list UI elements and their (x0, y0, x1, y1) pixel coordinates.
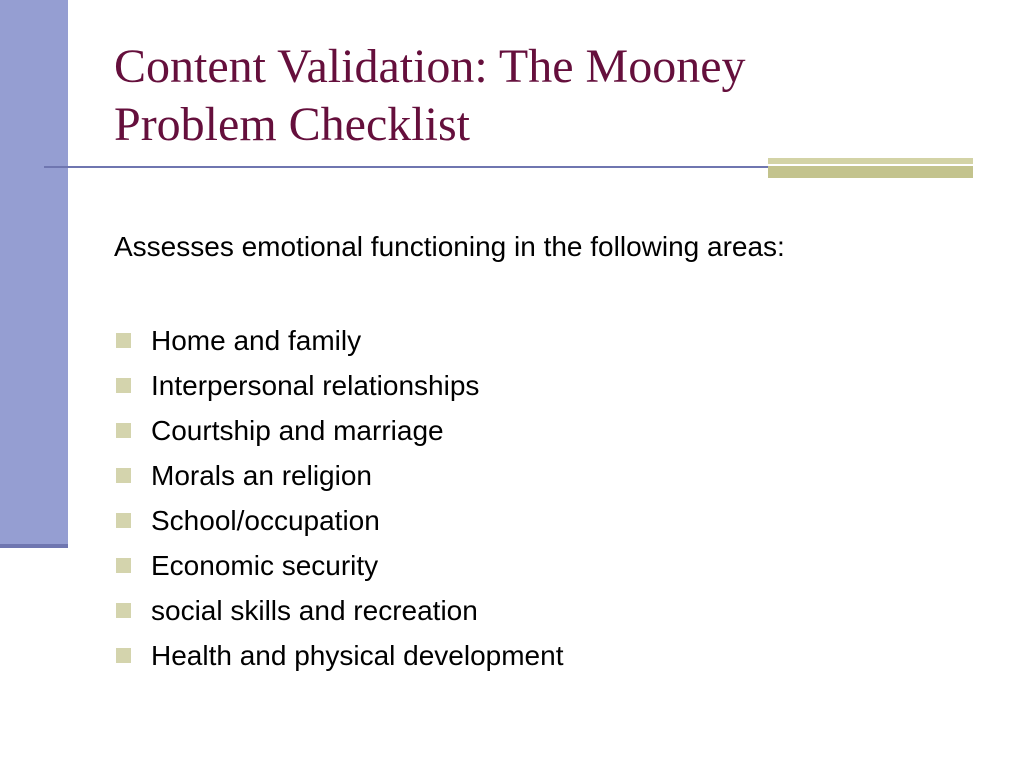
slide-title-line-1: Content Validation: The Mooney (114, 40, 746, 93)
square-bullet-icon (116, 333, 131, 348)
bullet-text: Courtship and marriage (151, 414, 444, 446)
bullet-text: School/occupation (151, 504, 380, 536)
bullet-text: Morals an religion (151, 459, 372, 491)
bullet-item (114, 588, 563, 633)
square-bullet-icon (116, 558, 131, 573)
bullet-text: social skills and recreation (151, 594, 478, 626)
bullet-item (114, 453, 563, 498)
square-bullet-icon (116, 423, 131, 438)
bullet-item (114, 543, 563, 588)
square-bullet-icon (116, 513, 131, 528)
bullet-text: Health and physical development (151, 639, 564, 671)
bullet-list (114, 318, 563, 678)
bullet-item (114, 363, 563, 408)
square-bullet-icon (116, 468, 131, 483)
square-bullet-icon (116, 378, 131, 393)
accent-bar-decoration (768, 158, 973, 178)
square-bullet-icon (116, 603, 131, 618)
bullet-text: Home and family (151, 324, 362, 356)
bullet-text: Economic security (151, 549, 379, 581)
square-bullet-icon (116, 648, 131, 663)
left-sidebar-edge (0, 544, 68, 548)
intro-text: Assesses emotional functioning in the following areas: (114, 231, 785, 262)
left-sidebar-decoration (0, 0, 68, 544)
bullet-text: Interpersonal relationships (151, 369, 480, 401)
bullet-item (114, 498, 563, 543)
slide-title (114, 38, 974, 154)
title-divider (44, 166, 770, 168)
slide-title-line-2: Problem Checklist (114, 98, 470, 151)
bullet-item (114, 408, 563, 453)
bullet-item (114, 633, 563, 678)
bullet-item (114, 318, 563, 363)
